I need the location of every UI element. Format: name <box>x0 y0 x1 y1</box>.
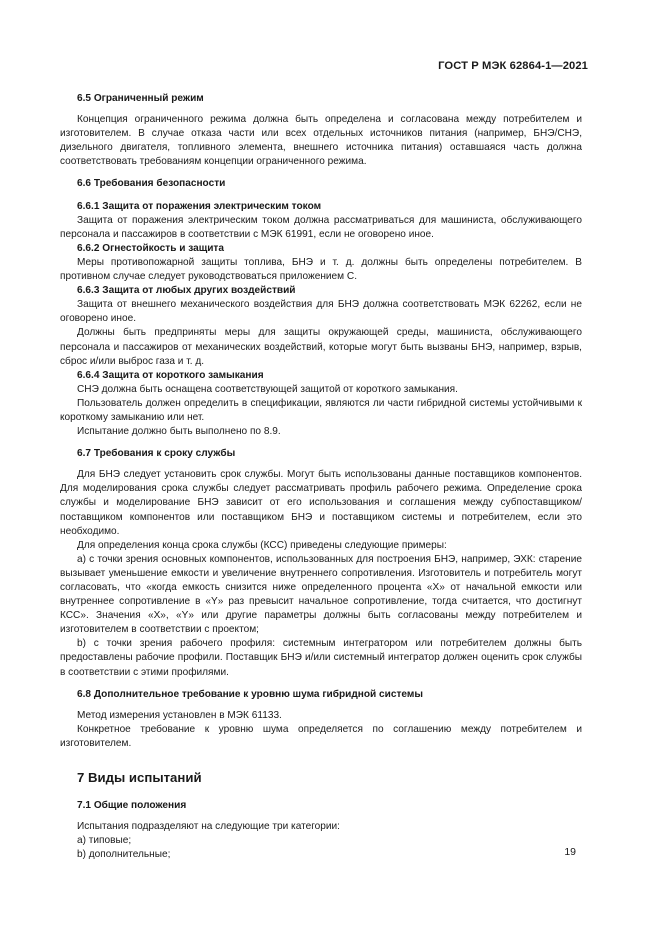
section-6-7-paragraph: Для определения конца срока службы (КСС) приведены следующие примеры: <box>77 539 447 551</box>
section-6-8-title: 6.8 Дополнительное требование к уровню шума гибридной системы <box>77 688 423 700</box>
section-6-6-4-paragraph: Пользователь должен определить в спецификации, являются ли части гибридной системы устойчивыми к короткому замыканию или нет. <box>60 397 582 423</box>
section-6-8-paragraph: Конкретное требование к уровню шума определяется по соглашению между потребителем и изготовителем. <box>60 723 582 749</box>
section-7-1-title: 7.1 Общие положения <box>77 800 187 812</box>
section-6-6-3-title: 6.6.3 Защита от любых других воздействий <box>77 285 296 297</box>
section-6-5-title: 6.5 Ограниченный режим <box>77 93 204 104</box>
section-6-6-3-paragraph: Защита от внешнего механического воздействия для БНЭ должна соответствовать МЭК 62262, если не оговорено иное. <box>60 299 582 325</box>
section-6-6-4-title: 6.6.4 Защита от короткого замыкания <box>77 369 264 381</box>
section-6-6-1-paragraph: Защита от поражения электрическим током должна рассматриваться для машиниста, обслуживающего персонала и пассажиров в соответствии с МЭК 61991, если не оговорено иное. <box>60 214 582 240</box>
page-number: 19 <box>564 846 576 858</box>
section-7-1-list-item-a: а) типовые; <box>77 835 132 847</box>
section-7-1-list-item-b: b) дополнительные; <box>77 849 171 861</box>
section-6-6-1-title: 6.6.1 Защита от поражения электрическим током <box>77 200 322 212</box>
section-6-7-list-item-a: а) с точки зрения основных компонентов, использованных для построения БНЭ, например, ЭХК: старение вызывает уменьшение емкости и увеличение внутреннего сопротивления. Изготовитель и потребитель могут согласовать, что «когда емкость снизится ниже определенного процента «X» от начальной емкости или внутреннее сопротивление в «Y» раз превысит начальное сопротивление, тогда считается, что достигнут КСС». Значения «X», «Y» или другие параметры должны быть согласованы между потребителем и изготовителем в соответствии с проектом; <box>60 553 582 636</box>
section-6-6-2-title: 6.6.2 Огнестойкость и защита <box>77 242 224 254</box>
section-6-5-paragraph: Концепция ограниченного режима должна быть определена и согласована между потребителем и изготовителем. В случае отказа части или всех отдельных источников питания (например, БНЭ/СНЭ, дизельного двигателя, топливного элемента, внешнего источника питания) оставшаяся часть должна соответствовать требованиям концепции ограниченного режима. <box>60 114 582 168</box>
section-6-7-title: 6.7 Требования к сроку службы <box>77 448 236 460</box>
section-7-title: 7 Виды испытаний <box>77 770 202 786</box>
page-content <box>60 92 582 863</box>
section-6-6-3-paragraph: Должны быть предприняты меры для защиты окружающей среды, машиниста, обслуживающего персонала и пассажиров от механических воздействий, которые могут быть вызваны БНЭ, например, взрыв, сброс и/или выброс газа и т. д. <box>60 327 582 367</box>
section-6-6-title: 6.6 Требования безопасности <box>77 178 226 190</box>
section-6-6-4-paragraph: Испытание должно быть выполнено по 8.9. <box>77 426 281 438</box>
section-6-7-list-item-b: b) с точки зрения рабочего профиля: системным интегратором или потребителем должны быть предоставлены рабочие профили. Поставщик БНЭ и/или системный интегратор должен оценить срок службы в соответствии с этими профилями. <box>60 638 582 678</box>
section-6-6-4-paragraph: СНЭ должна быть оснащена соответствующей защитой от короткого замыкания. <box>77 383 458 395</box>
section-6-6-2-paragraph: Меры противопожарной защиты топлива, БНЭ и т. д. должны быть определены потребителем. В противном случае следует руководствоваться приложением С. <box>60 256 582 283</box>
section-7-1-paragraph: Испытания подразделяют на следующие три категории: <box>77 821 340 833</box>
document-header: ГОСТ Р МЭК 62864-1—2021 <box>438 60 588 72</box>
section-6-7-paragraph: Для БНЭ следует установить срок службы. Могут быть использованы данные поставщиков компонентов. Для моделирования срока службы следует рассматривать профиль рабочего режима. Определение срока службы и моделирование БНЭ зависит от его использования и соглашения между субпоставщиком/поставщиком компонентов или поставщиком БНЭ и поставщиком системы и потребителем, если это необходимо. <box>60 469 582 537</box>
section-6-8-paragraph: Метод измерения установлен в МЭК 61133. <box>77 709 282 721</box>
